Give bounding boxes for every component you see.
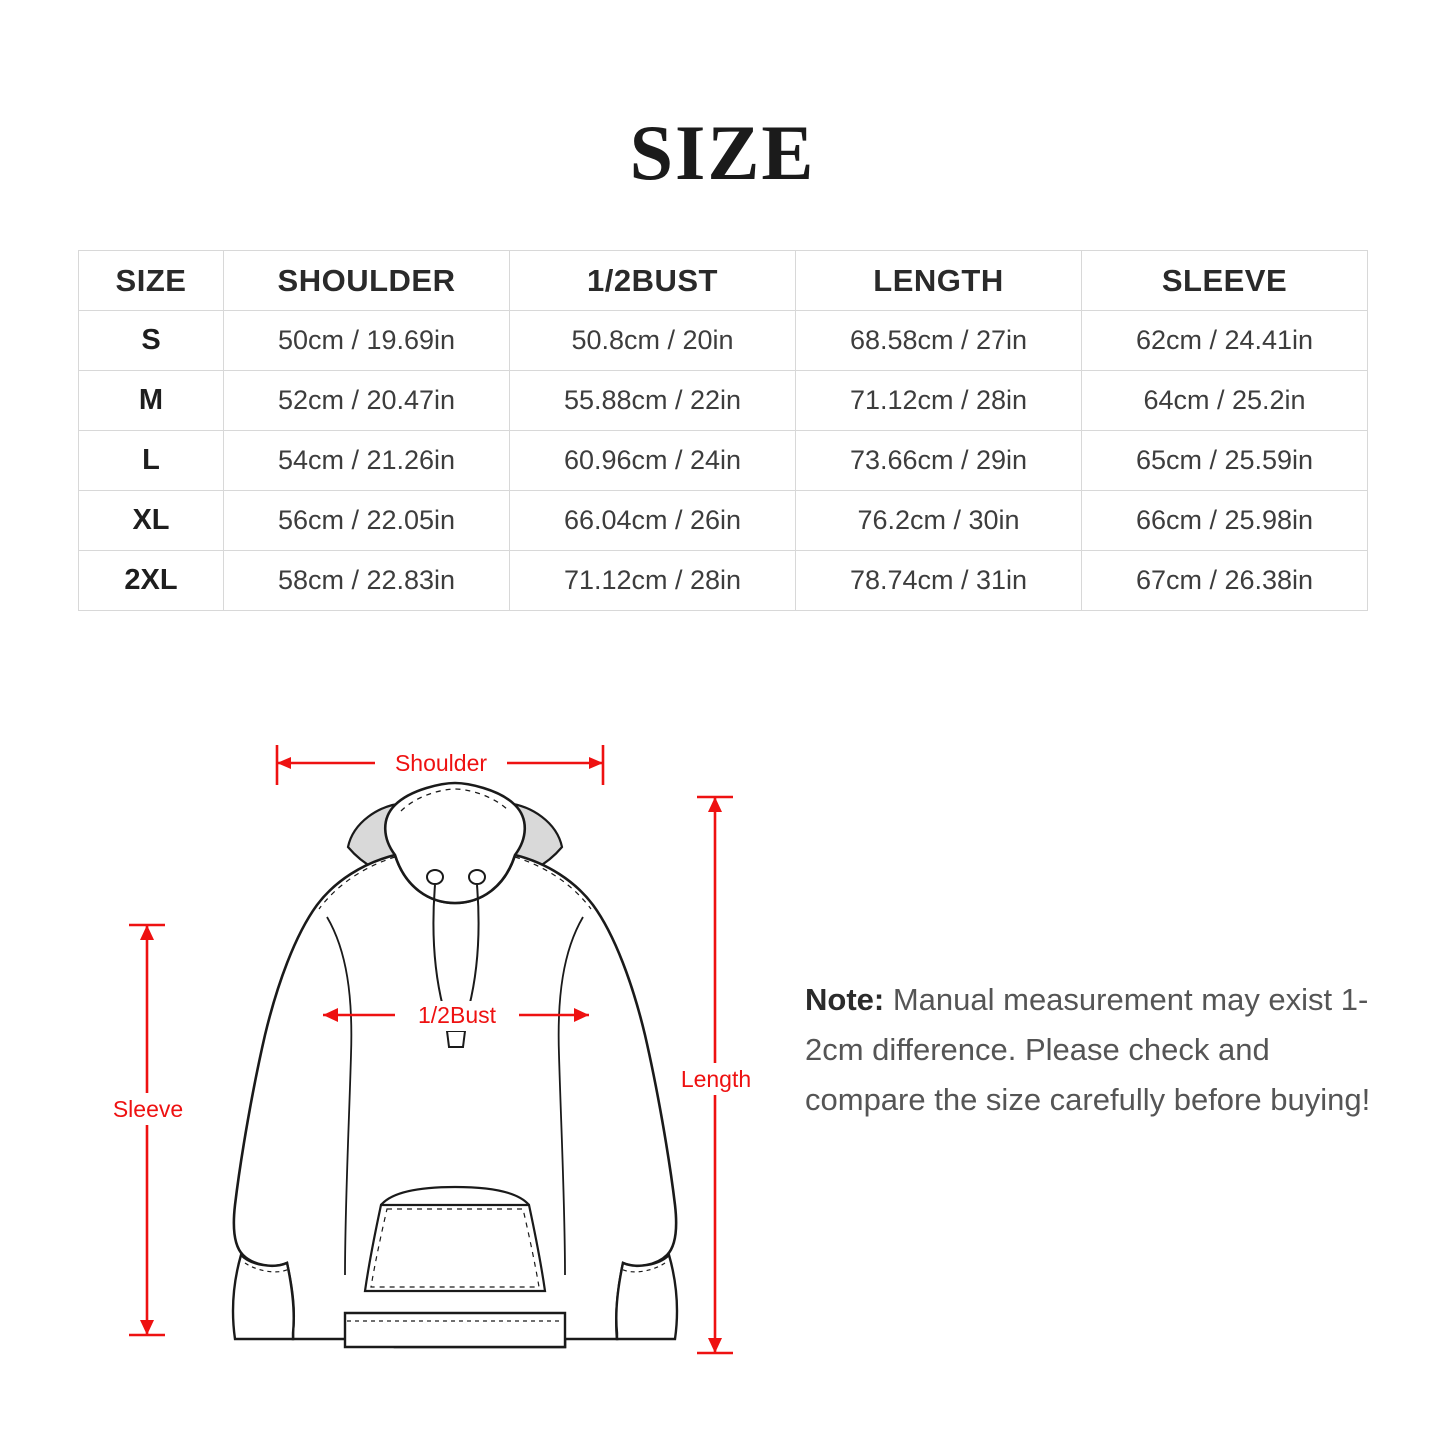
- table-row: [79, 431, 1368, 491]
- column-header-sleeve: SLEEVE: [1082, 251, 1368, 311]
- cell-size: XL: [79, 491, 224, 551]
- column-header-size: SIZE: [79, 251, 224, 311]
- right-cuff: [616, 1255, 677, 1339]
- cell-sleeve: 65cm / 25.59in: [1082, 431, 1368, 491]
- cell-bust: 55.88cm / 22in: [510, 371, 796, 431]
- left-eyelet: [427, 870, 443, 884]
- cell-sleeve: 67cm / 26.38in: [1082, 551, 1368, 611]
- cell-sleeve: 66cm / 25.98in: [1082, 491, 1368, 551]
- length-measure: [673, 797, 755, 1353]
- cell-size: M: [79, 371, 224, 431]
- shoulder-measure: [277, 745, 603, 785]
- cell-length: 73.66cm / 29in: [796, 431, 1082, 491]
- note-prefix: Note:: [805, 982, 885, 1017]
- left-cuff: [233, 1255, 294, 1339]
- table-row: [79, 491, 1368, 551]
- cell-size: L: [79, 431, 224, 491]
- hem-band: [345, 1313, 565, 1347]
- cell-shoulder: 56cm / 22.05in: [224, 491, 510, 551]
- cell-shoulder: 54cm / 21.26in: [224, 431, 510, 491]
- cell-sleeve: 62cm / 24.41in: [1082, 311, 1368, 371]
- cell-bust: 50.8cm / 20in: [510, 311, 796, 371]
- table-row: [79, 551, 1368, 611]
- shoulder-label: Shoulder: [394, 750, 488, 776]
- column-header-shoulder: SHOULDER: [224, 251, 510, 311]
- cell-size: S: [79, 311, 224, 371]
- page-title: SIZE: [629, 109, 816, 196]
- cell-bust: 66.04cm / 26in: [510, 491, 796, 551]
- cell-shoulder: 58cm / 22.83in: [224, 551, 510, 611]
- cell-length: 76.2cm / 30in: [796, 491, 1082, 551]
- cell-shoulder: 50cm / 19.69in: [224, 311, 510, 371]
- table-header-row: [79, 251, 1368, 311]
- bust-label: 1/2Bust: [418, 1002, 496, 1028]
- cell-size: 2XL: [79, 551, 224, 611]
- cell-shoulder: 52cm / 20.47in: [224, 371, 510, 431]
- sleeve-label: Sleeve: [112, 1096, 184, 1122]
- table-header: [79, 251, 1368, 311]
- measurement-diagram: [95, 735, 755, 1375]
- right-eyelet: [469, 870, 485, 884]
- table-row: [79, 311, 1368, 371]
- table-body: [79, 311, 1368, 611]
- note-text: Manual measurement may exist 1-2cm difference. Please check and compare the size carefully before buying!: [805, 982, 1371, 1118]
- cell-bust: 71.12cm / 28in: [510, 551, 796, 611]
- column-header-length: LENGTH: [796, 251, 1082, 311]
- sleeve-measure: [107, 925, 189, 1335]
- cell-bust: 60.96cm / 24in: [510, 431, 796, 491]
- cell-length: 68.58cm / 27in: [796, 311, 1082, 371]
- measurement-note: [805, 975, 1385, 1126]
- cell-sleeve: 64cm / 25.2in: [1082, 371, 1368, 431]
- kangaroo-pocket: [365, 1205, 545, 1291]
- length-label: Length: [680, 1066, 752, 1092]
- size-table: [78, 250, 1368, 611]
- table-row: [79, 371, 1368, 431]
- hoodie-illustration: [233, 783, 677, 1347]
- cell-length: 78.74cm / 31in: [796, 551, 1082, 611]
- column-header-bust: 1/2BUST: [510, 251, 796, 311]
- cell-length: 71.12cm / 28in: [796, 371, 1082, 431]
- drawstring-tips: [447, 1031, 465, 1047]
